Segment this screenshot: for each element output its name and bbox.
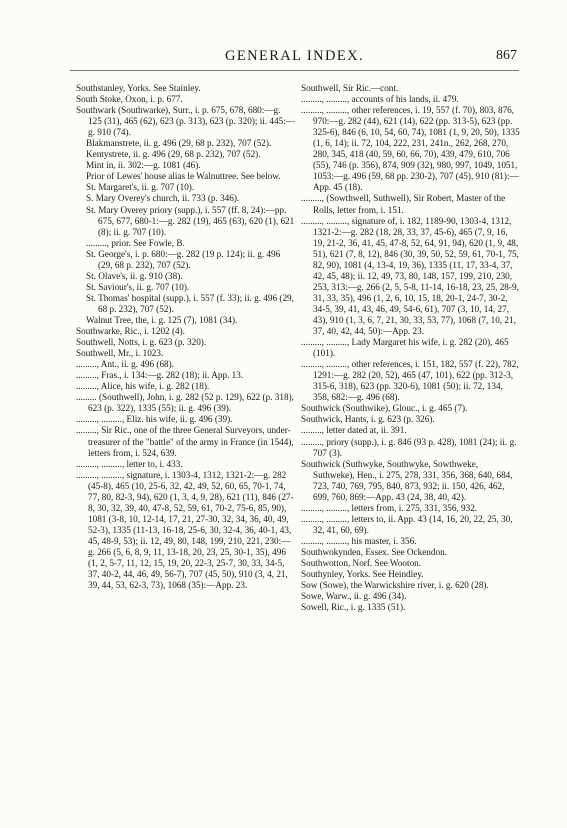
index-entry: Southwark (Southwarke), Surr., i. p. 675, 678, 680:—g. 125 (31), 465 (62), 623 (p. 313), 623 (p. 320); ii. 445:—g. 910 (74). [76,105,295,138]
index-entry: ........., ........., Eliz. his wife, ii. g. 496 (39). [76,414,233,425]
index-entry: Southwotton, Norf. See Wooton. [301,558,422,569]
index-entry: ........., Sir Ric., one of the three General Surveyors, under-treasurer of the "battle" of the army in France (in 1544), letters from, i. 524, 639. [76,425,294,458]
index-entry: Southwell, Sir Ric.—cont. [301,83,399,93]
index-subentry: St. George's, i. p. 680:—g. 282 (19 p. 124); ii. g. 496 (29, 68 p. 232), 707 (52). [86,248,281,270]
index-entry: ........., Alice, his wife, i. g. 282 (18). [76,381,210,392]
index-subentry: Mint in, ii. 302:—g. 1081 (46). [86,160,201,171]
index-subentry: St. Thomas' hospital (supp.), i. 557 (f. 33); ii. g. 496 (29, 68 p. 232), 707 (52). [86,292,294,314]
index-entry: ........., ........., other references, i. 151, 182, 557 (f. 22), 782, 1291:—g. 282 (20, 52), 465 (47, 101), 622 (pp. 312-3, 315-6, 318), 623 (pp. 320-6), 1081 (50); ii. 72, 134, 358, 682:—g. 496 (68). [301,359,519,403]
index-entry: ......... (Southwell), John, i. g. 282 (52 p. 129), 622 (p. 318), 623 (p. 322), 1335 (55); ii. g. 496 (39). [76,392,294,414]
index-entry: ........., ........., letter to, i. 433. [76,458,183,469]
index-entry: ........., ........., letters to, ii. App. 43 (14, 16, 20, 22, 25, 30, 32, 41, 60, 69). [301,513,513,535]
index-subentry: St. Saviour's, ii. g. 707 (10). [86,281,190,292]
index-entry: Sow (Sowe), the Warwickshire river, i. g. 620 (28). [301,580,489,591]
index-column-right [301,83,521,613]
index-entry: Southwick (Suthwyke, Southwyke, Sowthweke, Suthweke), Hen., i. 275, 278, 331, 356, 368, 640, 684, 723, 740, 769, 795, 840, 873, 932; ii. 150, 426, 462, 699, 760, 869:—App. 43 (24, 38, 40, 42). [301,458,513,502]
index-entry: ........., ........., signature of, i. 182, 1189-90, 1303-4, 1312, 1321-2:—g. 282 (18, 28, 33, 37, 45-6), 465 (7, 9, 16, 19, 21-2, 36, 41, 45, 47-8, 52, 64, 91, 94), 620 (1, 9, 48, 51), 621 (7, 8, 12), 846 (30, 39, 50, 52, 59, 61, 70-1, 75, 82, 90), 1081 (4, 13-4, 19, 36), 1335 (11, 17, 33-4, 37, 42, 45, 48); ii. 12, 49, 73, 80, 148, 157, 199, 210, 230, 253, 313:—g. 266 (2, 5, 5-8, 11-14, 16-18, 23, 25, 28-9, 31, 33, 35), 496 (1, 2, 6, 10, 15, 18, 20-1, 24-7, 30-2, 34-5, 39, 41, 43, 46, 49, 54-6, 61), 707 (3, 10, 14, 27, 43), 910 (1, 3, 6, 7, 21, 30, 33, 53, 77), 1068 (7, 10, 21, 37, 40, 42, 44, 50):—App. 23. [301,215,519,337]
page-header [70,48,519,71]
index-subentry: St. Mary Overey priory (supp.), i. 557 (ff. 8, 24):—pp. 675, 677, 680-1:—g. 282 (19), 465 (63), 620 (1), 621 (8); ii. g. 707 (10). [86,204,295,237]
page-number: 867 [496,48,517,63]
index-entry: Southwell, Mr., i. 1023. [76,348,164,359]
index-entry: ........., ........., accounts of his lands, ii. 479. [301,94,459,105]
index-subentry: Walnut Tree, the, i. g. 125 (7), 1081 (34). [86,314,238,325]
index-entry: Southwokynden, Essex. See Ockendon. [301,546,447,557]
index-entry: Southwarke, Ric., i. 1202 (4). [76,326,185,337]
index-subentry: S. Mary Overey's church, ii. 733 (p. 346). [86,193,240,204]
index-entry: ........., priory (supp.), i. g. 846 (93 p. 428), 1081 (24); ii. g. 707 (3). [301,436,517,458]
index-entry: Sowell, Ric., i. g. 1335 (51). [301,602,406,613]
index-entry: Southwell, Notts, i. g. 623 (p. 320). [76,337,207,348]
index-entry: ........., (Sowthwell, Suthwell), Sir Robert, Master of the Rolls, letter from, i. 151. [301,193,506,215]
index-entry: Southstanley, Yorks. See Stainley. [76,83,201,93]
index-entry: ........., letter dated at, ii. 391. [301,425,407,436]
index-entry: ........., ........., letters from, i. 275, 331, 356, 932. [301,502,478,513]
column-divider [295,83,296,803]
index-entry: ........., ........., his master, i. 356. [301,535,417,546]
index-entry: ........., ........., signature, i. 1303-4, 1312, 1321-2:—g. 282 (45-8), 465 (10, 25-6, 32, 42, 49, 52, 60, 65, 70-1, 74, 77, 80, 82-3, 94), 620 (1, 3, 4, 9, 28), 621 (11), 846 (27-8, 30, 32, 39, 40, 47-8, 52, 59, 61, 70-2, 75-6, 85, 90), 1081 (3-8, 10, 12-14, 17, 21, 27-30, 32, 34, 36, 40, 49, 52-3), 1335 (11-13, 16-18, 25-6, 30, 32-4, 36, 40-1, 43, 45, 48-9, 53); ii. 12, 49, 80, 148, 199, 210, 221, 230:—g. 266 (5, 6, 8, 9, 11, 13-18, 20, 23, 25, 30-1, 35), 496 (1, 2, 5-7, 11, 12, 15, 19, 20, 22-3, 25-7, 30, 33, 34-5, 37, 40-2, 44, 46, 49, 56-7), 707 (45, 50), 910 (3, 4, 21, 39, 44, 53, 62-3, 73), 1068 (35):—App. 23. [76,469,294,591]
index-entry: Southwick, Hants, i. g. 623 (p. 326). [301,414,435,425]
index-entry: Southynley, Yorks. See Heindley. [301,569,424,580]
page-title: GENERAL INDEX. [224,48,365,64]
index-subentry: Blakmanstrete, ii. g. 496 (29, 68 p. 232), 707 (52). [86,138,272,149]
index-entry: South Stoke, Oxon, i. p. 677. [76,94,183,105]
index-subentry: St. Margaret's, ii. g. 707 (10). [86,182,195,193]
index-column-left [76,83,296,591]
index-entry: Southwick (Southwike), Glouc., i. g. 465 (7). [301,403,468,414]
index-subentry: ........., prior. See Fowle, B. [86,237,185,248]
index-subentry: Prior of Lewes' house alias le Walnuttree. See below. [86,171,281,182]
index-entry: Sowe, Warw., ii. g. 496 (34). [301,591,407,602]
index-entry: ........., ........., Lady Margaret his wife, i. g. 282 (20), 465 (101). [301,337,509,359]
index-entry: ........., Ant., ii. g. 496 (68). [76,359,174,370]
index-entry: ........., ........., other references, i. 19, 557 (f. 70), 803, 876, 970:—g. 282 (44), 621 (14), 622 (pp. 313-5), 623 (pp. 325-6), 846 (6, 10, 54, 60, 74), 1081 (1, 9, 20, 50), 1335 (1, 6, 14); ii. 72, 104, 222, 231, 241n., 262, 268, 270, 280, 345, 418 (40, 59, 60, 66, 70), 439, 479, 610, 706 (55), 746 (p. 356), 874, 909 (32), 980, 997, 1049, 1051, 1053:—g. 496 (59, 68 pp. 230-2), 707 (45), 910 (81):—App. 45 (18). [301,105,520,193]
index-entry: ........., Fras., i. 134:—g. 282 (18); ii. App. 13. [76,370,244,381]
index-subentry: Kentystrete, ii. g. 496 (29, 68 p. 232), 707 (52). [86,149,261,160]
index-subentry: St. Olave's, ii. g. 910 (38). [86,270,183,281]
